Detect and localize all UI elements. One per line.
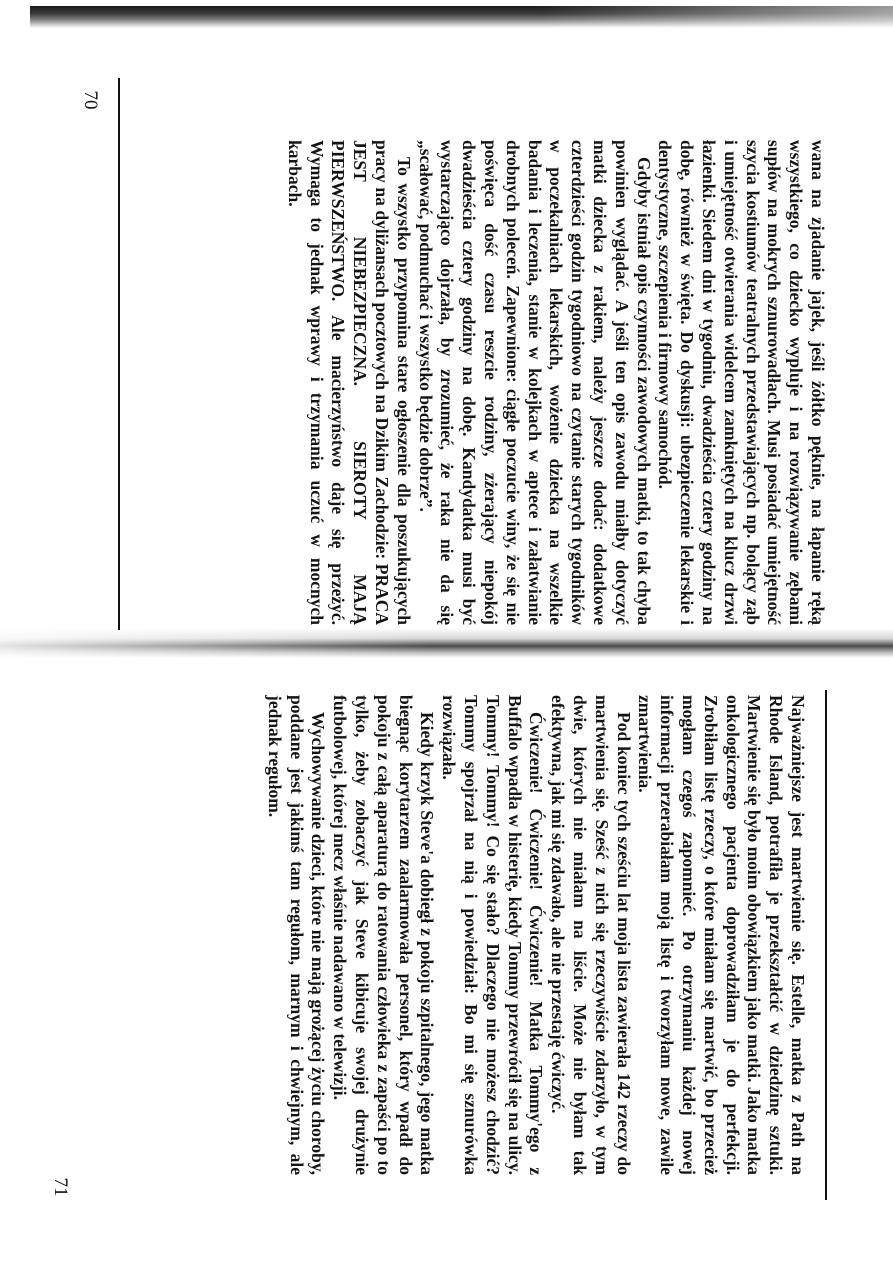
paragraph: To wszystko przypomina stare ogłoszenie dla poszukujących pracy na dyliżansach pocztowych na Dzikim Zachodzie: PRACA JEST NIEBEZPIECZNA. SIEROTY MAJĄ PIERWSZEŃSTWO. Ale macierzyństwo daje się przeżyć. Wymaga to jednak wprawy i trzymania uczuć w mocnych karbach. (284, 140, 414, 625)
header-rule-page-71 (825, 690, 827, 1200)
paragraph: Kiedy krzyk Steve'a dobiegł z pokoju szpitalnego, jego matka biegnąc korytarzem zaalarmowała personel, który wpadł do pokoju z całą aparaturą do ratowania człowieka z zapaści po to tylko, żeby zobaczyć jak Steve kibicuje swojej drużynie futbolowej, której mecz właśnie nadawano w telewizji. (330, 695, 438, 1175)
paragraph: Wychowywanie dzieci, które nie mają grożącej życiu choroby, poddane jest jakimś tam regułom, marnym i chwiejnym, ale jednak regułom. (264, 695, 329, 1175)
page-70-text-block (138, 140, 828, 625)
scan-shadow-top-fade (540, 6, 893, 28)
paragraph: Pod koniec tych sześciu lat moja lista zawierała 142 rzeczy do martwienia się. Sześć z nich się rzeczywiście zdarzyło, w tym dwie, których nie miałam na liście. Może nie byłam tak efektywna, jak mi się zdawało, ale nie przestaję ćwiczyć. (548, 695, 634, 1175)
paragraph: wana na zjadanie jajek, jeśli żółtko pęknie, na łapanie ręką wszystkiego, co dziecko wypluje i na rozwiązywanie zębami supłów na mokrych sznurowadłach. Musi posiadać umiejętność szycia kostiumów teatralnych przedstawiających np. bolący ząb i umiejętność otwierania widelcem zamkniętych na klucz drzwi łazienki. Siedem dni w tygodniu, dwadzieścia cztery godziny na dobę, również w święta. Do dyskusji: ubezpieczenie lekarskie i dentystyczne, szczepienia i firmowy samochód. (655, 140, 828, 625)
paragraph: Gdyby istniał opis czynności zawodowych matki, to tak chyba powinien wyglądać. A jeśli ten opis zawodu miałby dotyczyć matki dziecka z rakiem, należy jeszcze dodać: dodatkowe czterdzieści godzin tygodniowo na czytanie starych tygodników w poczekalniach lekarskich, wożenie dziecka na wszelkie badania i leczenia, stanie w kolejkach w aptece i załatwianie drobnych poleceń. Zapewnione: ciągłe poczucie winy, że się nie poświęca dość czasu reszcie rodziny, zżerający niepokój dwadzieścia cztery godziny na dobę. Kandydatka musi być wystarczająco dojrzała, by zrozumieć, że raka nie da się „scałować, podmuchać i wszystko będzie dobrze”. (415, 140, 654, 625)
paragraph: Ćwiczenie! Ćwiczenie! Ćwiczenie! Matka Tommy'ego z Buffalo wpadła w histerię, kiedy Tommy przewrócił się na ulicy. Tommy! Tommy! Co się stało? Dlaczego nie możesz chodzić? Tommy spojrzał na nią i powiedział: Bo mi się sznurówka rozwiązała. (439, 695, 547, 1175)
page-number-70: 70 (80, 90, 101, 110)
book-spine-fold-fade (0, 628, 430, 658)
paragraph: Najważniejsze jest martwienie się. Estelle, matka z Path na Rhode Island, potrafiła je przekształcić w dziedzinę sztuki. Martwienie się było moim obowiązkiem jako matki. Jako matka onkologicznego pacjenta doprowadziłam je do perfekcji. Zrobiłam listę rzeczy, o które miałam się martwić, bo przecież mogłam czegoś zapomnieć. Po otrzymaniu każdej nowej informacji przerabiałam moją listę i tworzyłam nowe, zawile zmartwienia. (635, 695, 808, 1175)
page-number-71: 71 (50, 1177, 71, 1197)
page-71-text-block (118, 695, 808, 1175)
header-rule-page-70 (118, 78, 120, 630)
